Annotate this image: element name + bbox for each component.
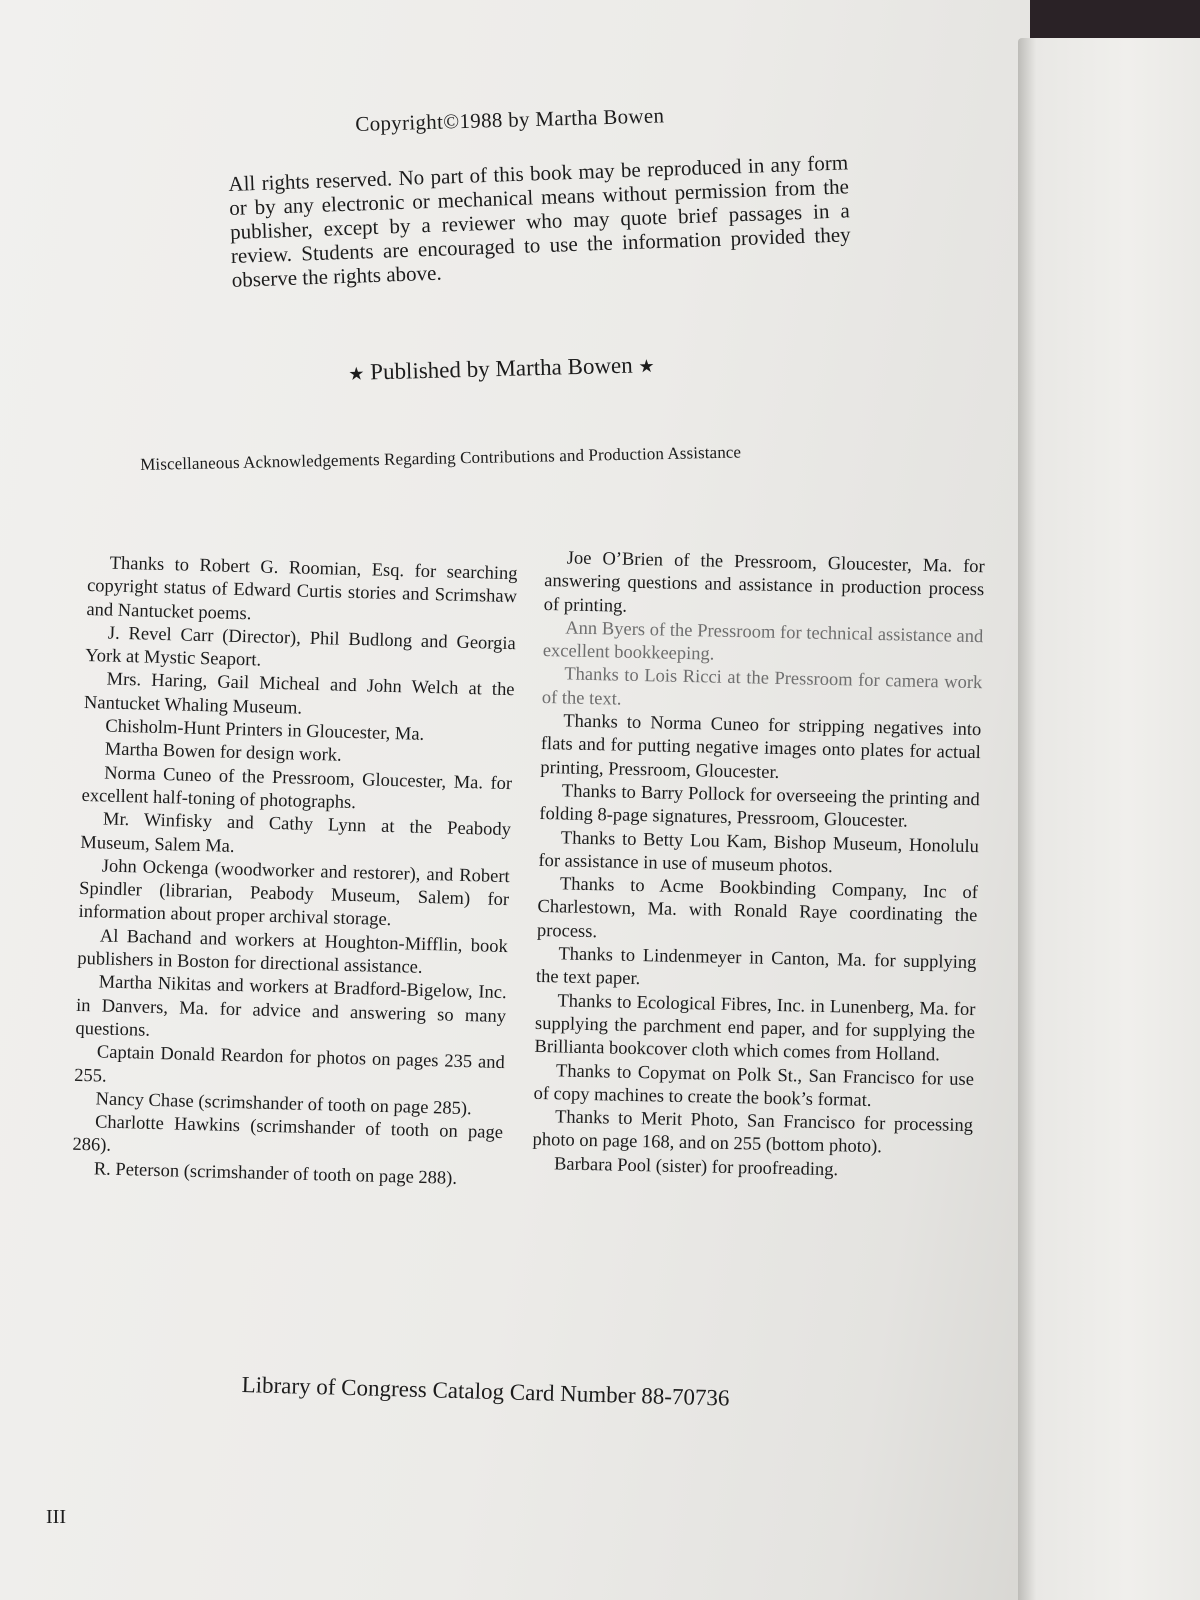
star-icon: ★ [348, 363, 365, 384]
acknowledgement-item: Thanks to Merit Photo, San Francisco for processing photo on page 168, and on 255 (bottom photo). [532, 1107, 974, 1158]
acknowledgement-item: Thanks to Ecological Fibres, Inc. in Lunenberg, Ma. for supplying the parchment end paper, and for supplying the Brillianta bookcover cloth which comes from Holland. [534, 991, 976, 1066]
acknowledgement-item: Mr. Winfisky and Cathy Lynn at the Peabody Museum, Salem Ma. [80, 809, 512, 857]
publisher-text: Published by Martha Bowen [369, 352, 634, 385]
acknowledgement-item: Mrs. Haring, Gail Micheal and John Welch at the Nantucket Whaling Museum. [83, 670, 515, 719]
acknowledgement-item: Thanks to Barry Pollock for overseeing the printing and folding 8-page signatures, Pressroom, Gloucester. [539, 781, 981, 832]
acknowledgements-left-column [72, 552, 518, 1192]
copyright-line: Copyright©1988 by Martha Bowen [355, 103, 665, 136]
acknowledgement-item: Thanks to Lindenmeyer in Canton, Ma. for supplying the text paper. [535, 944, 977, 990]
acknowledgement-item: Barbara Pool (sister) for proofreading. [553, 1154, 839, 1180]
acknowledgement-item: J. Revel Carr (Director), Phil Budlong and Georgia York at Mystic Seaport. [85, 623, 516, 671]
acknowledgement-item: Charlotte Hawkins (scrimshander of tooth on page 286). [72, 1112, 504, 1157]
acknowledgement-item: Thanks to Robert G. Roomian, Esq. for searching copyright status of Edward Curtis stories and Scrimshaw and Nantucket poems. [86, 553, 518, 624]
acknowledgements-right-column [532, 547, 985, 1185]
acknowledgement-item: Thanks to Lois Ricci at the Pressroom for camera work of the text. [541, 664, 983, 710]
acknowledgement-item: R. Peterson (scrimshander of tooth on page 288). [93, 1159, 458, 1189]
publisher-line [348, 352, 655, 386]
acknowledgement-item: Chisholm-Hunt Printers in Gloucester, Ma. [105, 716, 425, 745]
page-number: III [46, 1506, 66, 1528]
acknowledgement-item: Martha Nikitas and workers at Bradford-Bigelow, Inc. in Danvers, Ma. for advice and answering so many questions. [75, 972, 507, 1041]
acknowledgement-item: Norma Cuneo of the Pressroom, Gloucester, Ma. for excellent half-toning of photographs. [81, 763, 513, 814]
star-icon: ★ [638, 355, 655, 377]
acknowledgement-item: Al Bachand and workers at Houghton-Mifflin, book publishers in Boston for directional assistance. [77, 926, 509, 978]
facing-page-edge [1018, 38, 1200, 1600]
acknowledgement-item: Thanks to Betty Lou Kam, Bishop Museum, Honolulu for assistance in use of museum photos. [538, 827, 980, 877]
library-of-congress-number: Library of Congress Catalog Card Number 88-70736 [241, 1372, 730, 1411]
acknowledgement-item: Nancy Chase (scrimshander of tooth on page 285). [95, 1089, 472, 1120]
acknowledgements-heading: Miscellaneous Acknowledgements Regarding Contributions and Production Assistance [140, 442, 742, 474]
acknowledgement-item: Thanks to Acme Bookbinding Company, Inc of Charlestown, Ma. with Ronald Raye coordinating the process. [536, 874, 979, 942]
acknowledgement-item: Joe O’Brien of the Pressroom, Gloucester, Ma. for answering questions and assistance in production process of printing. [543, 548, 985, 617]
acknowledgement-item: Captain Donald Reardon for photos on pages 235 and 255. [74, 1042, 506, 1087]
rights-statement: All rights reserved. No part of this book may be reproduced in any form or by any electronic or mechanical means without permission from the publisher, except by a reviewer who may quote brief passages in a review. Students are encouraged to use the information provided they observe the rights above. [228, 150, 851, 292]
acknowledgement-item: Martha Bowen for design work. [104, 739, 342, 767]
acknowledgement-item: Ann Byers of the Pressroom for technical assistance and excellent bookkeeping. [542, 618, 984, 665]
acknowledgement-item: Thanks to Norma Cuneo for stripping negatives into flats and for putting negative images onto plates for actual printing, Pressroom, Gloucester. [540, 711, 982, 783]
acknowledgement-item: John Ockenga (woodworker and restorer), and Robert Spindler (librarian, Peabody Museum, Salem) for information about proper archival storage. [78, 856, 510, 931]
acknowledgement-item: Thanks to Copymat on Polk St., San Francisco for use of copy machines to create the book’s format. [533, 1060, 975, 1111]
